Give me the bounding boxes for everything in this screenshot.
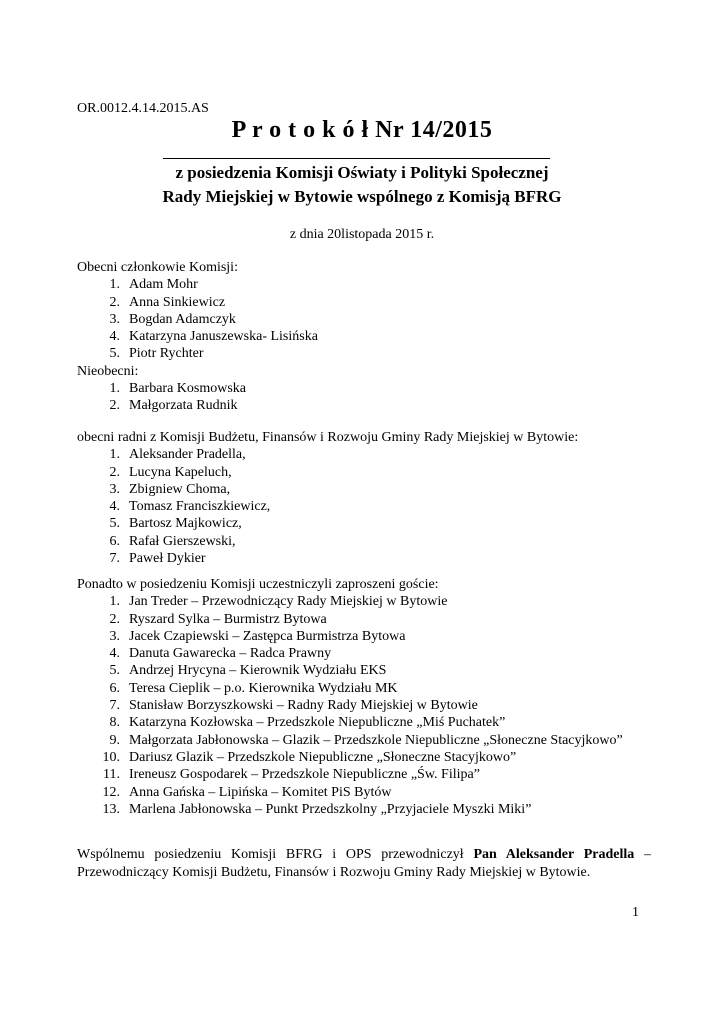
closing-line-1 xyxy=(77,846,651,864)
list-item-number: 5. xyxy=(109,346,120,362)
list-item xyxy=(77,446,657,463)
document-title: P r o t o k ó ł Nr 14/2015 xyxy=(231,117,493,143)
list-item-text: Małgorzata Rudnik xyxy=(129,398,238,414)
list-item xyxy=(77,593,657,610)
list-item-text: Aleksander Pradella, xyxy=(129,447,246,463)
list-item-text: Dariusz Glazik – Przedszkole Niepubliczne „Słoneczne Stacyjkowo” xyxy=(129,749,517,765)
list-item-text: Teresa Cieplik – p.o. Kierownika Wydziału MK xyxy=(129,680,398,696)
list-item-text: Piotr Rychter xyxy=(129,346,204,362)
list-item-number: 1. xyxy=(109,447,120,463)
list-item-number: 4. xyxy=(109,499,120,515)
list-item-number: 13. xyxy=(102,801,120,817)
list-item-number: 12. xyxy=(102,784,120,800)
list-item-number: 2. xyxy=(109,398,120,414)
list-item-text: Rafał Gierszewski, xyxy=(129,533,236,549)
list-item xyxy=(77,380,657,397)
list-item xyxy=(77,784,657,801)
list-item-number: 7. xyxy=(109,551,120,567)
list-item-text: Stanisław Borzyszkowski – Radny Rady Miejskiej w Bytowie xyxy=(129,698,478,714)
closing-text-2: – xyxy=(634,847,651,862)
list-item xyxy=(77,680,657,697)
list-item xyxy=(77,628,657,645)
list-item-text: Jan Treder – Przewodniczący Rady Miejskiej w Bytowie xyxy=(129,594,448,610)
list-item-text: Adam Mohr xyxy=(129,277,198,293)
list-item xyxy=(77,311,657,328)
list-item-number: 10. xyxy=(102,749,120,765)
list-item-text: Anna Gańska – Lipińska – Komitet PiS Bytów xyxy=(129,784,392,800)
subtitle-line-2: Rady Miejskiej w Bytowie wspólnego z Komisją BFRG xyxy=(162,187,562,206)
list-item-number: 1. xyxy=(109,594,120,610)
list-item-number: 2. xyxy=(109,611,120,627)
list-item-text: Anna Sinkiewicz xyxy=(129,294,226,310)
chairman-name: Pan Aleksander Pradella xyxy=(473,847,635,862)
closing-text-1: Wspólnemu posiedzeniu Komisji BFRG i OPS przewodniczył xyxy=(77,847,474,862)
page-number: 1 xyxy=(632,905,639,920)
list-item xyxy=(77,515,657,532)
list-item-number: 5. xyxy=(109,516,120,532)
list-item-number: 6. xyxy=(109,533,120,549)
list-item-number: 2. xyxy=(109,294,120,310)
subtitle-line-1: z posiedzenia Komisji Oświaty i Polityki Społecznej xyxy=(175,163,549,182)
list-item-number: 1. xyxy=(109,277,120,293)
list-item xyxy=(77,498,657,515)
members-list xyxy=(77,276,657,362)
list-item-number: 4. xyxy=(109,646,120,662)
guests-heading: Ponadto w posiedzeniu Komisji uczestniczyli zaproszeni goście: xyxy=(77,577,439,592)
councillors-section xyxy=(77,429,657,567)
list-item xyxy=(77,645,657,662)
list-item-number: 4. xyxy=(109,329,120,345)
list-item-number: 3. xyxy=(109,628,120,644)
list-item xyxy=(77,345,657,362)
list-item xyxy=(77,294,657,311)
list-item-text: Paweł Dykier xyxy=(129,551,206,567)
list-item-text: Lucyna Kapeluch, xyxy=(129,464,232,480)
list-item-number: 6. xyxy=(109,680,120,696)
list-item-number: 8. xyxy=(109,715,120,731)
list-item-text: Ireneusz Gospodarek – Przedszkole Niepubliczne „Św. Filipa” xyxy=(129,767,480,783)
document-date: z dnia 20listopada 2015 r. xyxy=(289,227,435,242)
list-item-number: 5. xyxy=(109,663,120,679)
list-item xyxy=(77,714,657,731)
list-item xyxy=(77,550,657,567)
councillors-heading: obecni radni z Komisji Budżetu, Finansów i Rozwoju Gminy Rady Miejskiej w Bytowie: xyxy=(77,430,579,445)
list-item xyxy=(77,732,657,749)
list-item-text: Bogdan Adamczyk xyxy=(129,311,236,327)
list-item xyxy=(77,697,657,714)
closing-paragraph xyxy=(77,846,651,882)
list-item-number: 11. xyxy=(103,767,120,783)
list-item xyxy=(77,533,657,550)
list-item-number: 7. xyxy=(109,698,120,714)
members-heading: Obecni członkowie Komisji: xyxy=(77,260,238,275)
list-item xyxy=(77,611,657,628)
list-item-text: Barbara Kosmowska xyxy=(129,381,247,397)
list-item-text: Katarzyna Januszewska- Lisińska xyxy=(129,329,318,345)
list-item-number: 9. xyxy=(109,732,120,748)
list-item xyxy=(77,276,657,293)
councillors-list xyxy=(77,446,657,567)
list-item xyxy=(77,766,657,783)
list-item-text: Danuta Gawarecka – Radca Prawny xyxy=(129,646,332,662)
attendance-section xyxy=(77,259,657,415)
list-item-text: Katarzyna Kozłowska – Przedszkole Niepubliczne „Miś Puchatek” xyxy=(129,715,506,731)
list-item-number: 3. xyxy=(109,311,120,327)
list-item-number: 3. xyxy=(109,481,120,497)
list-item xyxy=(77,749,657,766)
list-item-text: Bartosz Majkowicz, xyxy=(129,516,242,532)
list-item xyxy=(77,328,657,345)
list-item xyxy=(77,662,657,679)
list-item-text: Ryszard Sylka – Burmistrz Bytowa xyxy=(129,611,327,627)
list-item xyxy=(77,397,657,414)
list-item-text: Marlena Jabłonowska – Punkt Przedszkolny „Przyjaciele Myszki Miki” xyxy=(129,801,532,817)
list-item xyxy=(77,464,657,481)
closing-line-2: Przewodniczący Komisji Budżetu, Finansów i Rozwoju Gminy Rady Miejskiej w Bytowie. xyxy=(77,865,591,880)
list-item-number: 1. xyxy=(109,381,120,397)
absent-list xyxy=(77,380,657,415)
list-item-text: Andrzej Hrycyna – Kierownik Wydziału EKS xyxy=(129,663,387,679)
document-reference: OR.0012.4.14.2015.AS xyxy=(77,101,209,116)
list-item-number: 2. xyxy=(109,464,120,480)
absent-heading: Nieobecni: xyxy=(77,363,139,379)
list-item-text: Tomasz Franciszkiewicz, xyxy=(129,499,271,515)
guests-list xyxy=(77,593,657,818)
list-item-text: Jacek Czapiewski – Zastępca Burmistrza Bytowa xyxy=(129,628,406,644)
guests-section xyxy=(77,576,657,818)
list-item-text: Zbigniew Choma, xyxy=(129,481,231,497)
list-item xyxy=(77,801,657,818)
title-underline xyxy=(163,158,550,159)
list-item xyxy=(77,481,657,498)
list-item-text: Małgorzata Jabłonowska – Glazik – Przedszkole Niepubliczne „Słoneczne Stacyjkowo” xyxy=(129,732,623,748)
